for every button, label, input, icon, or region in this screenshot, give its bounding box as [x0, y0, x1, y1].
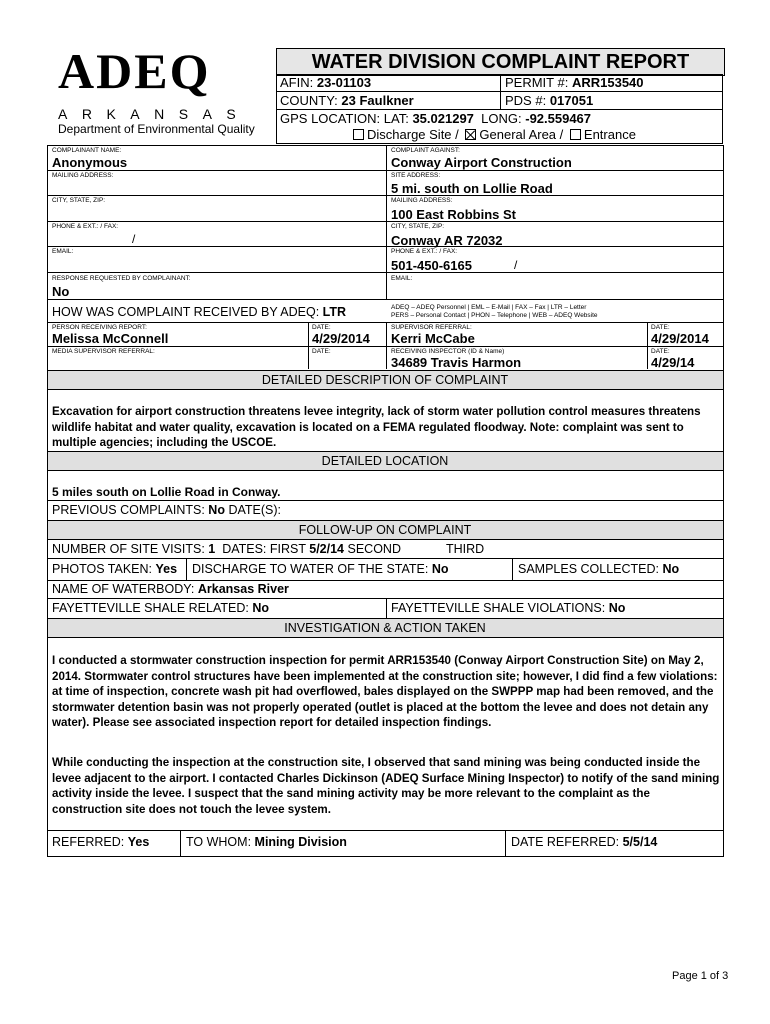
permit-field: PERMIT #: ARR153540 — [505, 75, 644, 90]
site-visits: NUMBER OF SITE VISITS: 1 DATES: FIRST 5/2/14 SECOND — [52, 542, 401, 556]
referred-to: TO WHOM: Mining Division — [186, 835, 347, 849]
afin-field: AFIN: 23-01103 — [280, 75, 372, 90]
received-method: HOW WAS COMPLAINT RECEIVED BY ADEQ: LTR — [52, 305, 347, 319]
referred: REFERRED: Yes — [52, 835, 150, 849]
gps-field: GPS LOCATION: LAT: 35.021297 LONG: -92.559467 — [280, 111, 592, 126]
investigation-para-2: While conducting the inspection at the construction site, I observed that sand mining was being conducted inside the levee adjacent to the airport. I contacted Charles Dickinson (ADEQ Surface Mining Inspector) to notify of the sand mining activity inside the levee. I suspect that the sand mining activity may be more relevant to the complaint as the construction site does not touch the levee system. — [52, 756, 720, 816]
page-number: Page 1 of 3 — [672, 970, 729, 982]
location-heading: DETAILED LOCATION — [47, 451, 723, 471]
against-mailing: 100 East Robbins St — [391, 207, 516, 222]
description-heading: DETAILED DESCRIPTION OF COMPLAINT — [47, 370, 723, 390]
site-address: 5 mi. south on Lollie Road — [391, 181, 553, 196]
against-city: Conway AR 72032 — [391, 233, 503, 248]
receiving-inspector: 34689 Travis Harmon — [391, 355, 522, 370]
complainant-name: Anonymous — [52, 155, 128, 170]
logo-arkansas: ARKANSAS — [58, 106, 251, 122]
inspector-date: 4/29/14 — [651, 355, 695, 370]
samples-collected: SAMPLES COLLECTED: No — [518, 562, 680, 576]
logo-department: Department of Environmental Quality — [58, 122, 255, 136]
general-area-checkbox[interactable] — [465, 129, 476, 140]
against-name: Conway Airport Construction — [391, 155, 572, 170]
person-receiving: Melissa McConnell — [52, 331, 169, 346]
adeq-logo-word: ADEQ — [58, 43, 211, 99]
description-text: Excavation for airport construction threatens levee integrity, lack of storm water pollution control measures threatens wildlife habitat and water quality, excavation is located on a FEMA regulated floodway. Note: complaint was sent to multiple agencies; including the USCOE. — [52, 405, 701, 449]
pds-field: PDS #: 017051 — [505, 93, 594, 108]
supervisor-referral: Kerri McCabe — [391, 331, 475, 346]
previous-complaints: PREVIOUS COMPLAINTS: No DATE(S): — [52, 503, 281, 517]
photos-taken: PHOTOS TAKEN: Yes — [52, 562, 178, 576]
entrance-checkbox[interactable] — [570, 129, 581, 140]
discharge-to-water: DISCHARGE TO WATER OF THE STATE: No — [192, 562, 449, 576]
site-type-options: Discharge Site / General Area / Entrance — [350, 127, 636, 143]
report-title: WATER DIVISION COMPLAINT REPORT — [276, 48, 725, 76]
shale-violations: FAYETTEVILLE SHALE VIOLATIONS: No — [391, 601, 626, 615]
location-text: 5 miles south on Lollie Road in Conway. — [52, 485, 281, 499]
investigation-para-1: I conducted a stormwater construction inspection for permit ARR153540 (Conway Airport Construction Site) on May 2, 2014. Stormwater control structures have been implemented at the construction site; however, I did find a few violations: at time of inspection, concrete wash pit had overflowed, bales displayed on the SWPPP map had been removed, and the stormwater detention basin was not properly operated (outlet is placed at the bottom the levee and does not detain any water). Please see associated inspection report for detailed inspection findings. — [52, 654, 718, 729]
receiving-date: 4/29/2014 — [312, 331, 370, 346]
investigation-heading: INVESTIGATION & ACTION TAKEN — [47, 618, 723, 638]
county-field: COUNTY: 23 Faulkner — [280, 93, 414, 108]
response-requested: No — [52, 284, 70, 299]
followup-heading: FOLLOW-UP ON COMPLAINT — [47, 520, 723, 540]
date-referred: DATE REFERRED: 5/5/14 — [511, 835, 658, 849]
discharge-site-checkbox[interactable] — [353, 129, 364, 140]
waterbody: NAME OF WATERBODY: Arkansas River — [52, 582, 289, 596]
supervisor-date: 4/29/2014 — [651, 331, 709, 346]
against-phone: 501-450-6165 — [391, 258, 472, 273]
shale-related: FAYETTEVILLE SHALE RELATED: No — [52, 601, 269, 615]
